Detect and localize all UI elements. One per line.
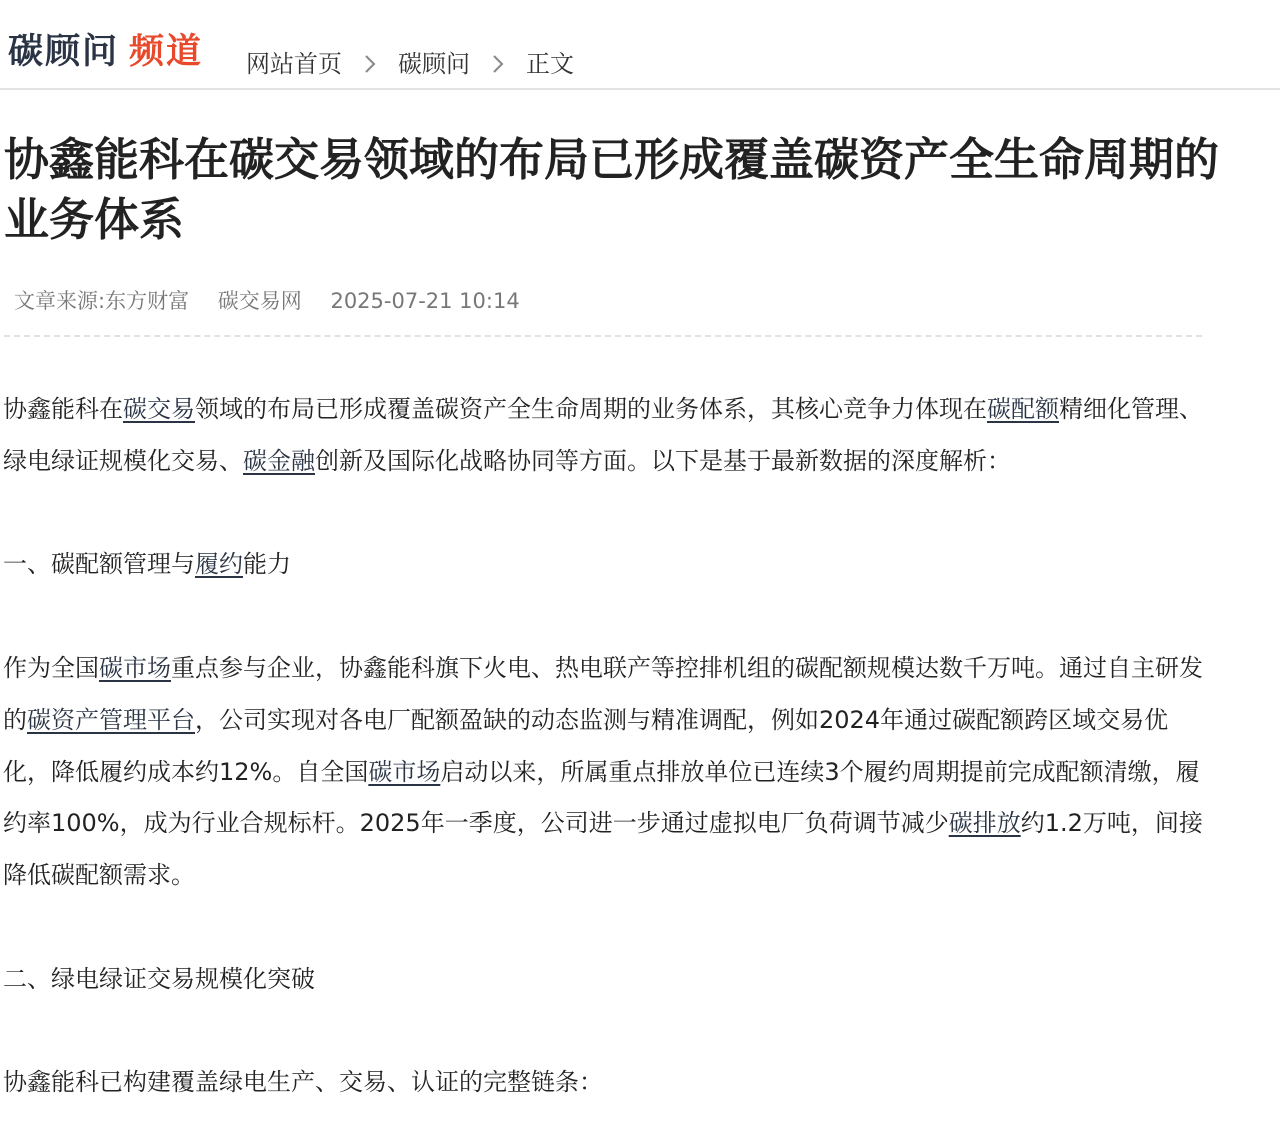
paragraph-gap	[3, 488, 1203, 540]
article-title: 协鑫能科在碳交易领域的布局已形成覆盖碳资产全生命周期的业务体系	[4, 133, 1220, 246]
keyword-link-carbon-asset-platform[interactable]: 碳资产管理平台	[27, 705, 195, 734]
text-segment: 约1.2万吨，间接降低碳配额需求。	[3, 809, 1203, 890]
keyword-link-carbon-quota[interactable]: 碳配额	[987, 395, 1059, 423]
article-site: 碳交易网	[217, 289, 302, 313]
meta-divider	[4, 335, 1202, 337]
section-heading-2: 二、绿电绿证交易规模化突破	[3, 964, 315, 993]
paragraph-gap	[3, 902, 1203, 954]
site-header	[0, 0, 1280, 90]
keyword-link-carbon-market[interactable]: 碳市场	[99, 653, 171, 682]
text-segment: 领域的布局已形成覆盖碳资产全生命周期的业务体系，其核心竞争力体现在	[195, 395, 987, 423]
breadcrumb	[246, 48, 574, 80]
channel-logo[interactable]	[8, 30, 203, 74]
chevron-right-icon	[342, 48, 398, 80]
paragraph-gap	[3, 1006, 1203, 1058]
text-segment: ，公司实现对各电厂配额盈缺的动态监测与精准调配，例如2024年通过碳配额跨区域交易优化，降低履约成本约12%。自全国	[3, 705, 1169, 786]
text-segment: 创新及国际化战略协同等方面。以下是基于最新数据的深度解析：	[315, 446, 1011, 475]
text-segment: 重点参与企业，协鑫能科旗下火电、热电联产等控排机组的碳配额规模达数千万吨。通过自主研发的	[3, 653, 1203, 734]
logo-accent-text: 频道	[129, 32, 204, 72]
article-datetime: 2025-07-21 10:14	[330, 289, 520, 313]
keyword-link-carbon-trading[interactable]: 碳交易	[123, 395, 195, 423]
paragraph-intro	[3, 384, 1203, 488]
text-segment: 作为全国	[3, 653, 99, 682]
article-body	[3, 384, 1203, 1109]
text-segment: 能力	[243, 550, 291, 579]
keyword-link-carbon-emission[interactable]: 碳排放	[948, 809, 1021, 838]
section-heading-1	[3, 539, 1203, 591]
paragraph-gap	[3, 591, 1203, 643]
breadcrumb-home-link[interactable]: 网站首页	[246, 50, 342, 78]
chevron-right-icon	[470, 48, 526, 80]
logo-main-text: 碳顾问	[8, 32, 120, 72]
article-meta	[14, 286, 542, 316]
breadcrumb-current: 正文	[526, 50, 574, 78]
keyword-link-carbon-market[interactable]: 碳市场	[368, 757, 441, 786]
text-segment: 一、碳配额管理与	[3, 550, 195, 579]
text-segment: 协鑫能科在	[3, 395, 123, 423]
keyword-link-carbon-finance[interactable]: 碳金融	[243, 446, 315, 475]
paragraph-green-power: 协鑫能科已构建覆盖绿电生产、交易、认证的完整链条：	[3, 1068, 603, 1097]
keyword-link-compliance[interactable]: 履约	[195, 550, 243, 579]
breadcrumb-channel-link[interactable]: 碳顾问	[398, 50, 470, 78]
text-segment: 精细化管理、绿电绿证规模化交易、	[3, 395, 1203, 475]
article-source: 文章来源:东方财富	[14, 289, 190, 313]
text-segment: 启动以来，所属重点排放单位已连续3个履约周期提前完成配额清缴，履约率100%，成为行业合规标杆。2025年一季度，公司进一步通过虚拟电厂负荷调节减少	[3, 757, 1200, 838]
paragraph-quota-management	[3, 643, 1203, 902]
